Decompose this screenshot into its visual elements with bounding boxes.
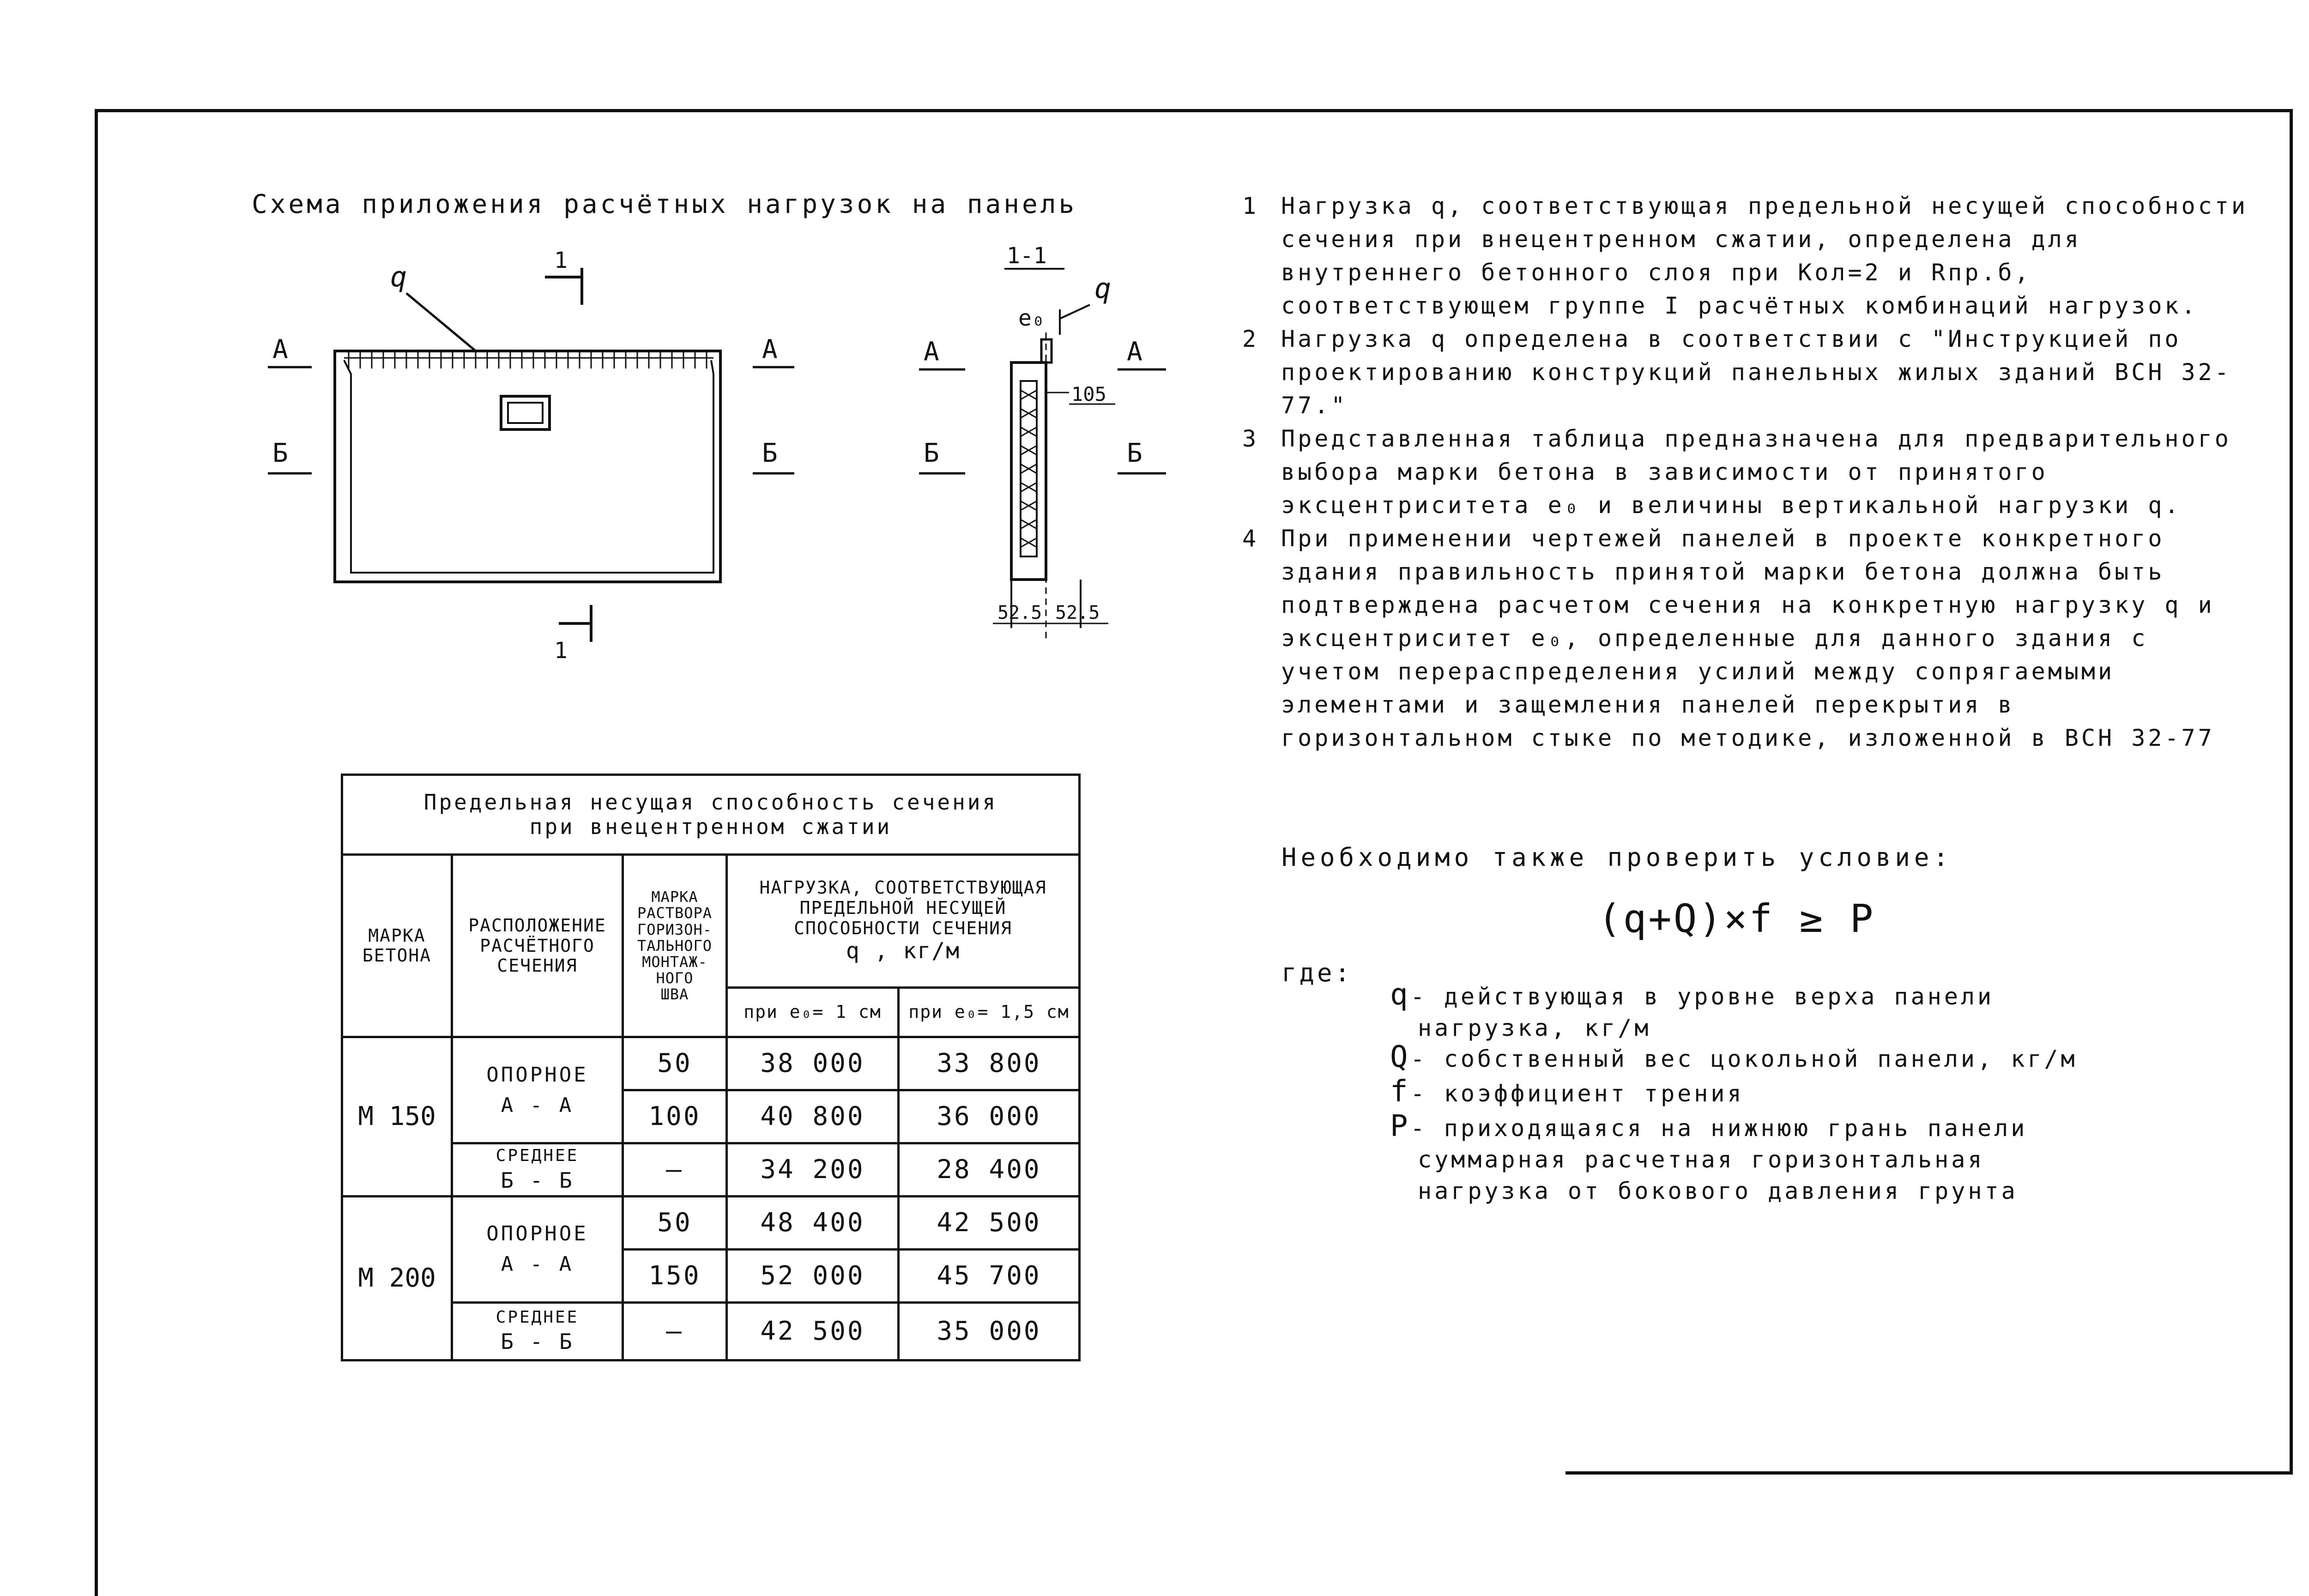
note-2: 2 Нагрузка q определена в соответствии с "Инструкцией по проектированию конструкций панельных жилых зданий ВСН 32-77." (1242, 326, 2231, 419)
where-label: где: (1281, 958, 1353, 987)
header-e0-1cm: при e₀= 1 см (727, 987, 899, 1037)
load-e1-cell: 38 000 (727, 1037, 899, 1090)
load-e15-cell: 33 800 (899, 1037, 1080, 1090)
load-e1-cell: 52 000 (727, 1249, 899, 1302)
mortar-cell: 50 (623, 1196, 727, 1249)
capacity-table (341, 774, 1081, 1361)
load-e1-cell: 40 800 (727, 1090, 899, 1143)
panel-inner-contour (344, 360, 713, 573)
section-axis-a-right: А (1127, 337, 1142, 367)
section-axis-a-left: А (924, 337, 939, 367)
load-q-label: q (390, 261, 407, 293)
insulation-hatch (1021, 381, 1037, 556)
load-e15-cell: 35 000 (899, 1302, 1080, 1360)
section-axis-b-right: Б (1127, 438, 1142, 468)
section-mark-top-label: 1 (554, 248, 568, 273)
mortar-cell: — (623, 1302, 727, 1360)
mortar-cell: 150 (623, 1249, 727, 1302)
frame-top-border (95, 109, 2293, 112)
load-e1-cell: 34 200 (727, 1143, 899, 1197)
grade-m150: М 150 (342, 1037, 452, 1197)
definition-q: q- действующая в уровне верха панели нагрузка, кг/м (1390, 978, 1995, 1041)
load-q-leader (406, 293, 476, 351)
section-1-1-label: 1-1 (1007, 243, 1047, 269)
axis-b-right: Б (762, 438, 778, 468)
check-condition-intro: Необходимо также проверить условие: (1281, 843, 1952, 872)
load-scheme-diagram (259, 240, 1182, 683)
dim-105: 105 (1071, 383, 1106, 405)
dim-left: 52.5 (997, 602, 1042, 623)
check-formula: (q+Q)×f ≥ P (1598, 896, 1875, 941)
load-e15-cell: 36 000 (899, 1090, 1080, 1143)
e0-label: e₀ (1018, 305, 1045, 331)
table-caption: Предельная несущая способность сечения при внецентренном сжатии (342, 775, 1080, 855)
axis-a-right: А (762, 334, 778, 364)
frame-left-border (95, 109, 98, 1596)
location-middle: СРЕДНЕЕ Б - Б (452, 1302, 623, 1360)
section-q-label: q (1094, 272, 1112, 305)
frame-right-border (2290, 109, 2293, 1471)
location-support: ОПОРНОЕ А - А (452, 1037, 623, 1143)
location-middle: СРЕДНЕЕ Б - Б (452, 1143, 623, 1197)
note-1: 1 Нагрузка q, соответствующая предельной несущей способности сечения при внецентренном сжатии, определена для внутреннего бетонного слоя при Кол=2 и Rпр.б, соответствующем группе I расчётных комбинаций нагрузок. (1242, 193, 2248, 319)
header-e0-15cm: при e₀= 1,5 см (899, 987, 1080, 1037)
title-block-border (1566, 1471, 2293, 1475)
header-concrete-grade: МАРКА БЕТОНА (342, 855, 452, 1037)
load-e15-cell: 42 500 (899, 1196, 1080, 1249)
load-e15-cell: 45 700 (899, 1249, 1080, 1302)
mortar-cell: 50 (623, 1037, 727, 1090)
definition-Q: Q- собственный вес цокольной панели, кг/м (1390, 1040, 2078, 1074)
section-mark-bottom (554, 605, 591, 664)
distributed-load-arrows (344, 351, 713, 369)
note-3: 3 Представленная таблица предназначена для предварительного выбора марки бетона в зависимости от принятого эксцентриситета e₀ и величины вертикальной нагрузки q. (1242, 425, 2231, 519)
load-e1-cell: 48 400 (727, 1196, 899, 1249)
grade-m200: М 200 (342, 1196, 452, 1360)
section-mark-top (545, 248, 582, 305)
header-load: НАГРУЗКА, СООТВЕТСТВУЮЩАЯ ПРЕДЕЛЬНОЙ НЕСУЩЕЙ СПОСОБНОСТИ СЕЧЕНИЯ q , кг/м (727, 855, 1080, 987)
load-e1-cell: 42 500 (727, 1302, 899, 1360)
mortar-cell: 100 (623, 1090, 727, 1143)
definition-f: f- коэффициент трения (1390, 1075, 1744, 1109)
header-section-location: РАСПОЛОЖЕНИЕ РАСЧЁТНОГО СЕЧЕНИЯ (452, 855, 623, 1037)
definition-P: P- приходящаяся на нижнюю грань панели суммарная расчетная горизонтальная нагрузка от бокового давления грунта (1390, 1109, 2028, 1204)
load-e15-cell: 28 400 (899, 1143, 1080, 1197)
scheme-title: Схема приложения расчётных нагрузок на панель (252, 189, 1077, 219)
axis-b-left: Б (272, 438, 288, 468)
notes-block (1242, 189, 2258, 755)
location-support: ОПОРНОЕ А - А (452, 1196, 623, 1302)
header-mortar-grade: МАРКА РАСТВОРА ГОРИЗОН- ТАЛЬНОГО МОНТАЖ- НОГО ШВА (623, 855, 727, 1037)
mortar-cell: — (623, 1143, 727, 1197)
section-axis-b-left: Б (924, 438, 939, 468)
panel-outline (335, 351, 720, 582)
section-mark-bottom-label: 1 (554, 638, 568, 664)
note-4: 4 При применении чертежей панелей в проекте конкретного здания правильность принятой марки бетона должна быть подтверждена расчетом сечения на конкретную нагрузку q и эксцентриситет e₀, определенные для данного здания с учетом перераспределения усилий между сопрягаемыми элементами и защемления панелей перекрытия в горизонтальном стыке по методике, изложенной в ВСН 32-77 (1242, 525, 2215, 751)
dim-right: 52.5 (1055, 602, 1100, 623)
axis-a-left: А (272, 334, 288, 364)
